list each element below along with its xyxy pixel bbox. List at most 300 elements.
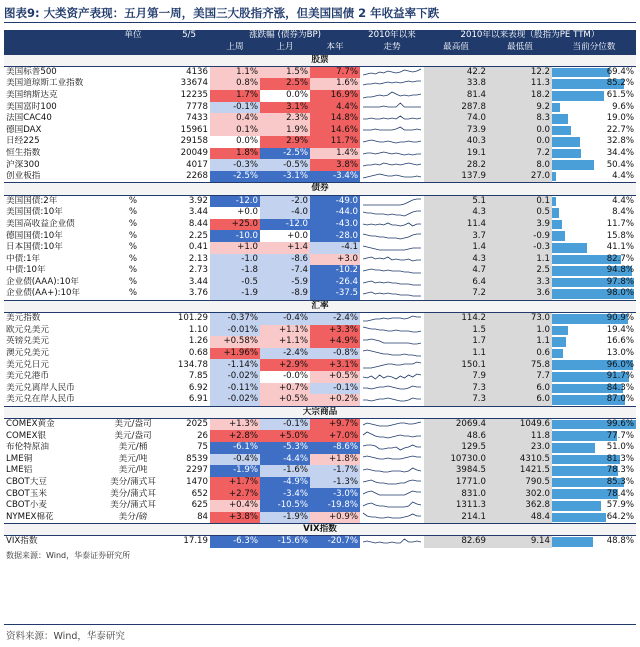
asset-value: 20049	[180, 147, 208, 158]
asset-name: CBOT小麦	[6, 500, 47, 511]
min-since-2010: 302.0	[488, 488, 552, 500]
percentile-label: 96.0%	[606, 359, 634, 370]
sparkline-svg	[362, 278, 422, 288]
change-ytd: -0.1%	[310, 383, 360, 395]
max-since-2010: 3.7	[424, 230, 488, 242]
min-since-2010: 8.3	[488, 113, 552, 125]
sparkline-path	[363, 350, 421, 356]
header-min: 最低值	[488, 42, 552, 54]
asset-value: 4017	[186, 159, 208, 170]
change-last-month: -2.5%	[260, 148, 310, 160]
change-last-month: 0.0%	[286, 90, 308, 100]
asset-value: 3.92	[188, 195, 208, 206]
change-last-month: +5.0%	[260, 430, 310, 442]
table-row	[4, 171, 636, 183]
table-row	[4, 102, 636, 114]
change-ytd: -8.6%	[310, 442, 360, 454]
change-last-month: -4.0	[260, 207, 310, 219]
percentile-label: 81.3%	[606, 453, 634, 464]
trend-sparkline	[360, 66, 424, 78]
table-row	[4, 325, 636, 337]
change-ytd: 16.9%	[310, 90, 360, 102]
asset-value: 2.25	[188, 230, 208, 241]
change-last-week: -0.3%	[210, 159, 260, 171]
percentile-rank	[552, 230, 636, 242]
min-since-2010: 6.0	[488, 394, 552, 406]
sparkline-svg	[362, 443, 422, 453]
table-row	[4, 536, 636, 548]
trend-sparkline	[360, 288, 424, 300]
change-last-month: -8.6	[260, 254, 310, 266]
min-since-2010: 3.9	[488, 219, 552, 231]
figure-title: 图表9: 大类资产表现：五月第一周，美国三大股指齐涨，但美国国债 2 年收益率下跌	[4, 5, 636, 23]
percentile-label: 64.2%	[606, 511, 634, 522]
section-header	[4, 54, 636, 66]
asset-value: 1.10	[188, 324, 208, 335]
asset-performance-table-frame	[4, 30, 636, 622]
sparkline-svg	[362, 125, 422, 135]
change-last-month: -2.4%	[260, 348, 310, 360]
trend-sparkline	[360, 102, 424, 114]
source-note: 资料来源：Wind，华泰研究	[6, 631, 125, 642]
min-since-2010: 2.5	[488, 265, 552, 277]
min-since-2010: 23.0	[488, 442, 552, 454]
header-name-blank	[4, 30, 98, 42]
change-last-week: -0.4%	[210, 454, 260, 466]
trend-sparkline	[360, 125, 424, 137]
trend-sparkline	[360, 371, 424, 383]
change-last-month: -5.9	[260, 277, 310, 289]
change-last-week: +1.96%	[210, 348, 260, 360]
asset-unit: %	[128, 253, 138, 264]
percentile-label: 34.4%	[606, 147, 634, 158]
trend-sparkline	[360, 383, 424, 395]
min-since-2010: 1049.6	[488, 419, 552, 431]
asset-unit: 美元/桶	[118, 442, 148, 453]
trend-sparkline	[360, 359, 424, 371]
change-ytd: -1.7%	[310, 465, 360, 477]
percentile-rank	[552, 113, 636, 125]
sparkline-path	[363, 223, 421, 226]
asset-name: 创业板指	[6, 171, 41, 182]
change-last-month: -0.0%	[283, 371, 308, 382]
change-last-month: -3.4%	[260, 488, 310, 500]
table-row	[4, 288, 636, 300]
section-title: 大宗商品	[4, 406, 636, 418]
change-ytd: 3.8%	[310, 159, 360, 171]
asset-value: 29158	[180, 136, 208, 147]
percentile-rank	[552, 500, 636, 512]
percentile-label: 13.0%	[606, 347, 634, 358]
sparkline-path	[363, 140, 421, 143]
asset-value: 7433	[186, 113, 208, 124]
sparkline-svg	[362, 314, 422, 324]
change-last-week: -0.02%	[210, 371, 260, 383]
percentile-label: 61.5%	[606, 90, 634, 100]
sparkline-path	[363, 316, 421, 321]
trend-sparkline	[360, 442, 424, 454]
change-last-month: -4.9%	[260, 477, 310, 489]
asset-name: 英镑兑美元	[6, 336, 49, 347]
asset-unit: 美分/蒲式耳	[110, 488, 156, 499]
change-ytd: +3.3%	[310, 325, 360, 337]
sparkline-svg	[362, 478, 422, 488]
change-last-month: -4.4%	[260, 454, 310, 466]
table-row	[4, 313, 636, 325]
change-ytd: -3.0%	[310, 488, 360, 500]
change-last-week: +0.0	[237, 207, 258, 218]
table-row	[4, 230, 636, 242]
asset-unit: %	[128, 242, 138, 253]
trend-sparkline	[360, 488, 424, 500]
sparkline-svg	[362, 289, 422, 299]
percentile-rank	[552, 78, 636, 90]
change-last-week: -10.0	[210, 230, 260, 242]
percentile-rank	[552, 207, 636, 219]
min-since-2010: 73.0	[488, 313, 552, 325]
asset-name: 沪深300	[6, 159, 40, 170]
change-ytd: -1.3%	[310, 477, 360, 489]
trend-sparkline	[360, 78, 424, 90]
sparkline-svg	[362, 254, 422, 264]
header-date: 5/5	[168, 30, 210, 42]
sparkline-svg	[362, 160, 422, 170]
change-last-month: +2.9%	[260, 359, 310, 371]
percentile-rank	[552, 90, 636, 102]
asset-value: 6.92	[188, 382, 208, 393]
table-row	[4, 430, 636, 442]
sparkline-path	[363, 69, 421, 75]
max-since-2010: 4.7	[424, 265, 488, 277]
asset-name: 美元兑日元	[6, 359, 49, 370]
min-since-2010: 9.2	[488, 102, 552, 114]
min-since-2010: 7.7	[488, 371, 552, 383]
change-last-week: +2.8%	[210, 430, 260, 442]
sparkline-path	[363, 513, 421, 518]
table-row	[4, 488, 636, 500]
change-last-week: +1.7%	[210, 477, 260, 489]
change-last-week: -1.8	[210, 265, 260, 277]
asset-unit	[98, 102, 168, 114]
sparkline-path	[363, 327, 421, 332]
asset-unit	[98, 536, 168, 548]
asset-value: 12235	[180, 90, 208, 100]
table-row	[4, 207, 636, 219]
asset-name: CBOT大豆	[6, 476, 47, 487]
percentile-rank	[552, 348, 636, 360]
change-last-month: +0.0	[287, 230, 308, 241]
max-since-2010: 33.8	[424, 78, 488, 90]
sparkline-path	[363, 491, 421, 495]
max-since-2010: 82.69	[424, 536, 488, 548]
asset-value: 2025	[186, 419, 208, 430]
sparkline-svg	[362, 79, 422, 89]
max-since-2010: 28.2	[424, 159, 488, 171]
percentile-label: 77.7%	[606, 430, 634, 441]
change-last-week: -2.5%	[210, 171, 260, 183]
max-since-2010: 214.1	[424, 512, 488, 524]
asset-name: 中债:1年	[6, 253, 41, 264]
max-since-2010: 40.3	[424, 136, 488, 148]
percentile-rank	[552, 125, 636, 137]
trend-sparkline	[360, 512, 424, 524]
change-ytd: -28.0	[310, 230, 360, 242]
max-since-2010: 1.4	[424, 242, 488, 254]
trend-sparkline	[360, 500, 424, 512]
change-last-week: -12.0	[210, 195, 260, 207]
table-row	[4, 500, 636, 512]
trend-sparkline	[360, 313, 424, 325]
asset-name: LME铝	[6, 465, 33, 476]
asset-unit: 美元/盎司	[114, 419, 152, 430]
percentile-rank	[552, 336, 636, 348]
percentile-rank	[552, 512, 636, 524]
min-since-2010: 790.5	[488, 477, 552, 489]
asset-name: 恒生指数	[6, 147, 41, 158]
table-row	[4, 336, 636, 348]
change-last-week: -6.1%	[210, 442, 260, 454]
trend-sparkline	[360, 348, 424, 360]
table-row	[4, 454, 636, 466]
asset-unit: %	[128, 230, 138, 241]
change-ytd: -10.2	[310, 265, 360, 277]
asset-unit	[98, 313, 168, 325]
asset-value: 625	[191, 500, 208, 511]
change-last-month: -1.6%	[260, 465, 310, 477]
section-header	[4, 183, 636, 195]
asset-value: 0.68	[188, 347, 208, 358]
table-row	[4, 442, 636, 454]
change-last-week: -1.9	[210, 288, 260, 300]
header-change-group: 涨跌幅 (债券为BP)	[210, 30, 360, 42]
change-last-month: +0.7%	[260, 383, 310, 395]
header-max: 最高值	[424, 42, 488, 54]
trend-sparkline	[360, 265, 424, 277]
change-last-month: 3.1%	[260, 102, 310, 114]
change-last-week: +1.3%	[210, 419, 260, 431]
sparkline-svg	[362, 431, 422, 441]
asset-name: 澳元兑美元	[6, 347, 49, 358]
change-last-month: -5.3%	[260, 442, 310, 454]
change-last-week: -1.0	[210, 254, 260, 266]
asset-value: 4136	[186, 66, 208, 77]
change-last-week: -0.02%	[210, 394, 260, 406]
change-ytd: +3.1%	[310, 359, 360, 371]
asset-value: 8539	[186, 453, 208, 464]
max-since-2010: 19.1	[424, 148, 488, 160]
table-row	[4, 383, 636, 395]
max-since-2010: 81.4	[424, 90, 488, 102]
change-ytd: -49.0	[310, 195, 360, 207]
table-row	[4, 159, 636, 171]
percentile-rank	[552, 288, 636, 300]
asset-unit	[98, 159, 168, 171]
asset-unit: %	[128, 276, 138, 287]
change-ytd: -44.0	[310, 207, 360, 219]
sparkline-path	[363, 445, 421, 450]
percentile-label: 48.8%	[606, 536, 634, 547]
percentile-label: 94.8%	[606, 265, 634, 276]
min-since-2010: 48.4	[488, 512, 552, 524]
change-ytd: 1.6%	[310, 78, 360, 90]
header-since2010: 2010年以来	[360, 30, 424, 42]
asset-name: 日经225	[6, 136, 40, 147]
asset-unit	[98, 136, 168, 148]
asset-value: 134.78	[177, 359, 208, 370]
sparkline-svg	[362, 149, 422, 159]
change-ytd: 1.4%	[310, 148, 360, 160]
percentile-label: 57.9%	[606, 500, 634, 511]
asset-value: 7.85	[188, 371, 208, 382]
sparkline-svg	[362, 231, 422, 241]
sparkline-svg	[362, 360, 422, 370]
asset-value: 33674	[180, 78, 208, 89]
max-since-2010: 7.3	[424, 383, 488, 395]
percentile-label: 91.7%	[606, 371, 634, 382]
change-ytd: +9.7%	[310, 419, 360, 431]
asset-name: LME铜	[6, 453, 33, 464]
min-since-2010: 1421.5	[488, 465, 552, 477]
change-ytd: 14.8%	[310, 113, 360, 125]
change-last-month: 2.9%	[260, 136, 310, 148]
percentile-label: 82.7%	[606, 253, 634, 264]
table-row	[4, 477, 636, 489]
change-ytd: -37.5	[310, 288, 360, 300]
percentile-label: 78.3%	[606, 465, 634, 476]
percentile-label: 8.4%	[612, 207, 634, 218]
asset-unit: 美元/吨	[118, 465, 148, 476]
max-since-2010: 1311.3	[424, 500, 488, 512]
sparkline-path	[363, 292, 421, 296]
section-header	[4, 300, 636, 312]
sparkline-svg	[362, 349, 422, 359]
change-last-week: 0.4%	[210, 113, 260, 125]
sparkline-svg	[362, 537, 422, 547]
percentile-rank	[552, 171, 636, 183]
change-last-month: -15.6%	[260, 536, 310, 548]
change-last-week: 1.7%	[210, 90, 260, 102]
asset-name: 美国国债:10年	[6, 207, 63, 218]
change-ytd: -4.1	[310, 242, 360, 254]
min-since-2010: 4310.5	[488, 454, 552, 466]
table-row	[4, 66, 636, 78]
change-ytd: 7.7%	[310, 66, 360, 78]
change-last-week: +3.8%	[210, 512, 260, 524]
asset-unit: 美分/蒲式耳	[110, 500, 156, 511]
percentile-label: 16.6%	[606, 336, 634, 347]
asset-value: 0.41	[188, 242, 208, 253]
change-last-month: -0.1%	[260, 419, 310, 431]
sparkline-svg	[362, 102, 422, 112]
percentile-rank	[552, 383, 636, 395]
min-since-2010: 9.14	[488, 536, 552, 548]
change-last-week: +25.0	[210, 219, 260, 231]
asset-name: COMEX黄金	[6, 419, 55, 430]
trend-sparkline	[360, 230, 424, 242]
change-last-month: 1.5%	[260, 66, 310, 78]
sparkline-svg	[362, 454, 422, 464]
asset-value: 3.76	[188, 288, 208, 299]
sparkline-path	[363, 199, 421, 205]
asset-name: 欧元兑美元	[6, 324, 49, 335]
sparkline-svg	[362, 197, 422, 207]
table-row	[4, 148, 636, 160]
sparkline-path	[363, 92, 421, 98]
max-since-2010: 1.1	[424, 348, 488, 360]
header-last-week: 上周	[210, 42, 260, 54]
sparkline-path	[363, 246, 421, 250]
asset-unit	[98, 359, 168, 371]
asset-name: 德国国债:10年	[6, 230, 63, 241]
percentile-label: 4.4%	[612, 171, 634, 182]
sparkline-path	[363, 127, 421, 130]
change-ytd: 14.6%	[310, 125, 360, 137]
percentile-label: 22.7%	[606, 124, 634, 135]
sparkline-path	[363, 116, 421, 119]
min-since-2010: 6.0	[488, 383, 552, 395]
sparkline-svg	[362, 266, 422, 276]
sparkline-svg	[362, 383, 422, 393]
sparkline-svg	[362, 137, 422, 147]
sparkline-path	[363, 257, 421, 261]
header-sub-blank-3	[168, 42, 210, 54]
asset-name: 日本国债:10年	[6, 242, 63, 253]
change-last-week: 0.8%	[210, 78, 260, 90]
asset-value: 26	[197, 430, 208, 441]
asset-value: 2268	[186, 171, 208, 182]
change-ytd: +1.8%	[310, 454, 360, 466]
sparkline-path	[363, 234, 421, 239]
percentile-rank	[552, 265, 636, 277]
asset-value: 1470	[186, 476, 208, 487]
percentile-label: 87.0%	[606, 394, 634, 405]
sparkline-path	[363, 480, 421, 484]
change-last-month: -12.0	[260, 219, 310, 231]
percentile-rank	[552, 359, 636, 371]
table-row	[4, 348, 636, 360]
change-last-month: -8.9	[260, 288, 310, 300]
percentile-label: 85.3%	[606, 476, 634, 487]
asset-name: 美元兑港币	[6, 371, 49, 382]
percentile-label: 98.0%	[606, 288, 634, 299]
percentile-label: 32.8%	[606, 136, 634, 147]
percentile-rank	[552, 254, 636, 266]
percentile-label: 9.6%	[612, 101, 634, 112]
sparkline-path	[363, 281, 421, 285]
percentile-rank	[552, 66, 636, 78]
percentile-rank	[552, 195, 636, 207]
asset-name: NYMEX棉花	[6, 511, 54, 522]
table-row	[4, 78, 636, 90]
min-since-2010: 1.1	[488, 336, 552, 348]
min-since-2010: 0.0	[488, 125, 552, 137]
min-since-2010: 8.0	[488, 159, 552, 171]
percentile-rank	[552, 488, 636, 500]
percentile-label: 99.6%	[606, 419, 634, 430]
percentile-rank	[552, 442, 636, 454]
asset-name: COMEX银	[6, 430, 47, 441]
sparkline-svg	[362, 337, 422, 347]
min-since-2010: 0.0	[488, 136, 552, 148]
table-row	[4, 254, 636, 266]
change-last-month: +1.4	[260, 242, 310, 254]
asset-name: 中债:10年	[6, 265, 46, 276]
sparkline-path	[363, 468, 421, 472]
sparkline-svg	[362, 172, 422, 182]
asset-name: 法国CAC40	[6, 113, 52, 124]
max-since-2010: 831.0	[424, 488, 488, 500]
sparkline-path	[363, 386, 421, 389]
